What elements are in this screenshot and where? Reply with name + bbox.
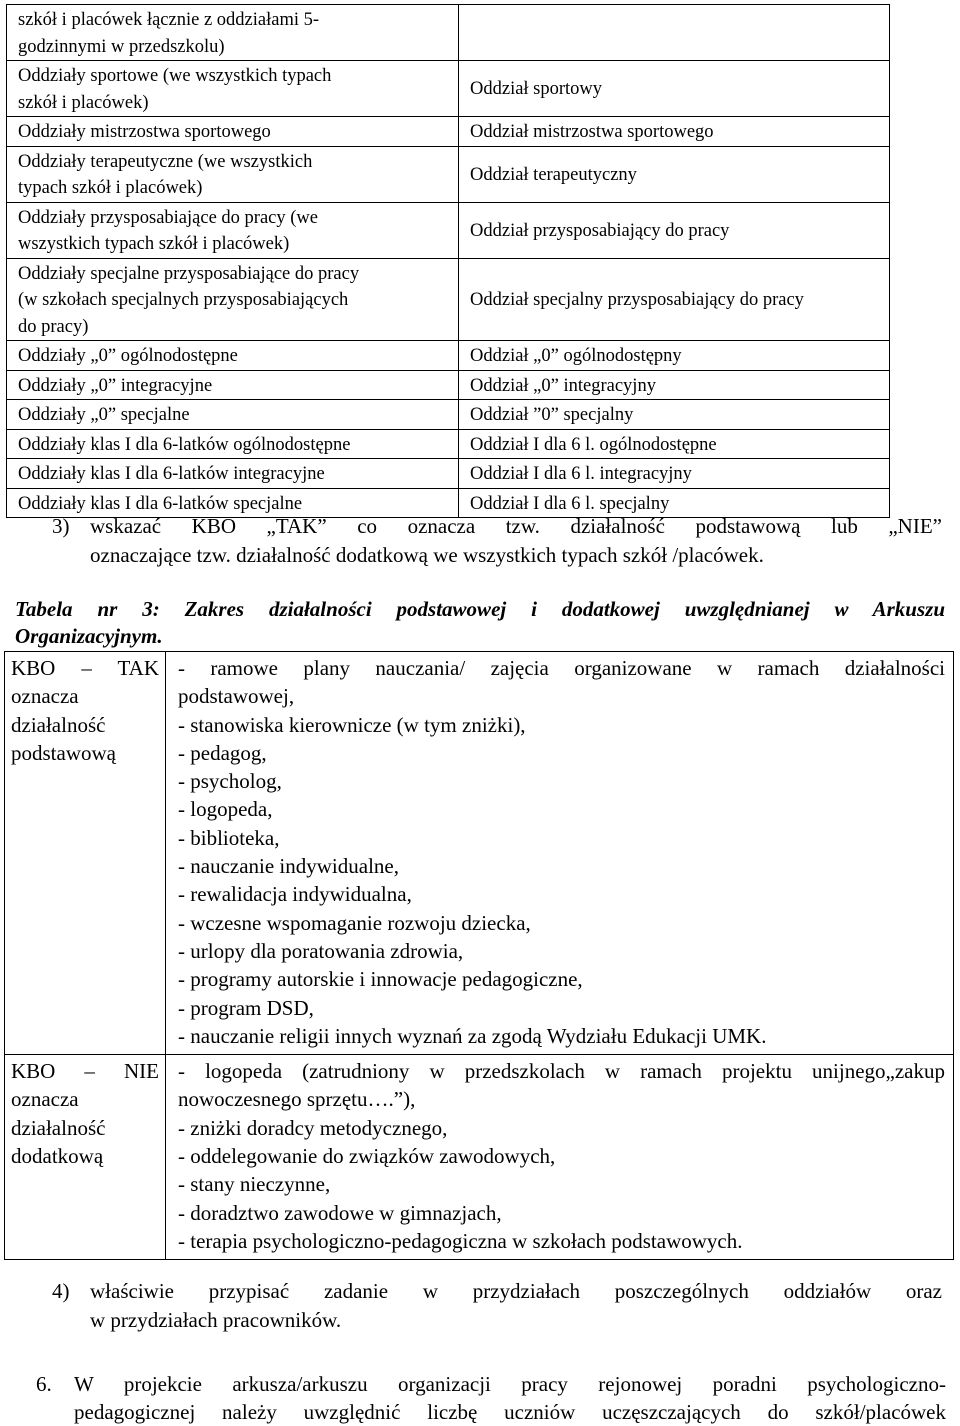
instruction-4-line-2: w przydziałach pracowników. [90,1308,342,1332]
kbo-flag-text: działalność [11,1115,106,1140]
table-3-caption-line-1: Tabela nr 3: Zakres działalności podstawowej i dodatkowej uwzględnianej w Arkuszu [15,597,945,621]
activity-item: - nauczanie religii innych wyznań za zgodą Wydziału Edukacji UMK. [178,1023,767,1048]
class-name-cell [459,146,890,202]
instruction-4-number: 4) [52,1279,70,1303]
table-row [5,652,954,1055]
activity-list-cell [166,1055,954,1260]
class-type-text: Oddziały specjalne przysposabiające do pracy [18,263,360,284]
kbo-flag-text: działalność [11,712,106,737]
activity-item: - oddelegowanie do związków zawodowych, [178,1144,556,1169]
class-type-text: Oddziały sportowe (we wszystkich typach [18,66,332,86]
class-name-text: Oddział sportowy [470,79,603,100]
activity-list-cell [166,652,954,1055]
class-type-cell [7,117,459,147]
table-row [5,1055,954,1260]
activity-item: - programy autorskie i innowacje pedagogiczne, [178,967,583,992]
kbo-flag-text: oznacza [11,1087,79,1112]
class-type-text: Oddziały klas I dla 6-latków ogólnodostępne [18,434,351,455]
class-name-text: Oddział przysposabiający do pracy [470,220,730,241]
class-type-text: Oddziały mistrzostwa sportowego [18,122,271,142]
table-row [7,429,890,459]
class-type-text: (w szkołach specjalnych przysposabiających [18,290,349,310]
class-name-text: Oddział specjalny przysposabiający do pracy [470,290,804,310]
kbo-flag-cell [5,652,166,1055]
class-name-cell [459,61,890,117]
class-type-text: do pracy) [18,316,89,337]
activity-item: - doradztwo zawodowe w gimnazjach, [178,1200,502,1225]
class-types-table [6,4,890,518]
instruction-3-line-2: oznaczające tzw. działalność dodatkową we wszystkich typach szkół /placówek. [90,543,764,567]
table-row [7,459,890,489]
class-type-text: Oddziały „0” specjalne [18,405,190,425]
instruction-6-number: 6. [36,1372,52,1396]
class-type-text: szkół i placówek) [18,92,149,113]
class-type-cell [7,341,459,371]
class-name-text: Oddział „0” integracyjny [470,375,656,396]
class-name-cell [459,400,890,430]
activity-item: nowoczesnego sprzętu….”), [178,1087,416,1112]
activity-item: - nauczanie indywidualne, [178,854,399,879]
table-row [7,146,890,202]
table-row [7,400,890,430]
activity-item: - terapia psychologiczno-pedagogiczna w szkołach podstawowych. [178,1228,743,1253]
class-name-text: Oddział I dla 6 l. ogólnodostępne [470,434,717,455]
class-name-text: Oddział I dla 6 l. integracyjny [470,464,692,484]
kbo-flag-text: oznacza [11,684,79,709]
activity-item: - stany nieczynne, [178,1172,331,1197]
activity-item: podstawowej, [178,684,295,709]
class-name-text: Oddział ”0” specjalny [470,405,634,425]
class-name-cell [459,341,890,371]
instruction-6-line-2: pedagogicznej należy uwzględnić liczbę uczniów uczęszczających do szkół/placówek [74,1400,946,1424]
class-name-cell [459,117,890,147]
activity-item: - logopeda, [178,797,273,822]
activity-scope-table [4,651,954,1260]
class-name-text: Oddział terapeutyczny [470,164,637,185]
class-type-cell [7,400,459,430]
class-type-text: Oddziały terapeutyczne (we wszystkich [18,151,313,172]
class-name-text: Oddział „0” ogólnodostępny [470,346,682,366]
class-name-cell [459,202,890,258]
class-type-cell [7,5,459,61]
instruction-6 [36,1370,946,1426]
activity-item: - urlopy dla poratowania zdrowia, [178,938,464,963]
instruction-3-line-1: wskazać KBO „TAK” co oznacza tzw. działalność podstawową lub „NIE” [90,514,942,538]
class-type-text: Oddziały klas I dla 6-latków specjalne [18,493,303,514]
table-3-caption-line-2: Organizacyjnym. [15,624,163,648]
instruction-3 [52,512,942,570]
class-type-text: godzinnymi w przedszkolu) [18,36,225,57]
class-name-cell [459,459,890,489]
table-row [7,370,890,400]
kbo-flag-text: KBO – NIE [11,1059,159,1084]
table-row [7,341,890,371]
class-type-cell [7,202,459,258]
activity-item: - stanowiska kierownicze (w tym zniżki), [178,712,526,737]
class-type-cell [7,459,459,489]
instruction-4-line-1: właściwie przypisać zadanie w przydziałach poszczególnych oddziałów oraz [90,1279,942,1303]
table-row [7,202,890,258]
activity-item: - program DSD, [178,995,314,1020]
class-type-text: Oddziały „0” ogólnodostępne [18,346,238,366]
class-type-cell [7,146,459,202]
activity-item: - biblioteka, [178,825,280,850]
class-name-cell [459,5,890,61]
activity-item: - ramowe plany nauczania/ zajęcia organizowane w ramach działalności [178,656,945,680]
kbo-flag-text: KBO – TAK [11,656,159,680]
class-name-cell [459,370,890,400]
activity-item: - rewalidacja indywidualna, [178,882,412,907]
activity-item: - logopeda (zatrudniony w przedszkolach w ramach projektu unijnego„zakup [178,1059,945,1084]
kbo-flag-text: podstawową [11,740,116,765]
activity-item: - wczesne wspomaganie rozwoju dziecka, [178,910,531,935]
table-row [7,117,890,147]
activity-item: - zniżki doradcy metodycznego, [178,1115,448,1140]
table-row [7,61,890,117]
instruction-4 [52,1277,942,1335]
class-name-text: Oddział mistrzostwa sportowego [470,122,714,142]
class-type-cell [7,429,459,459]
class-name-cell [459,429,890,459]
instruction-6-line-1: W projekcie arkusza/arkuszu organizacji pracy rejonowej poradni psychologiczno- [74,1372,946,1396]
activity-item: - pedagog, [178,740,267,765]
class-name-text: Oddział I dla 6 l. specjalny [470,493,670,514]
class-type-text: Oddziały przysposabiające do pracy (we [18,207,318,228]
instruction-3-number: 3) [52,514,70,538]
class-type-text: Oddziały „0” integracyjne [18,375,213,396]
kbo-flag-text: dodatkową [11,1144,104,1169]
table-row [7,5,890,61]
class-type-text: typach szkół i placówek) [18,178,203,198]
kbo-flag-cell [5,1055,166,1260]
table-row [7,258,890,341]
class-type-text: szkół i placówek łącznie z oddziałami 5- [18,10,320,30]
class-name-cell [459,258,890,341]
activity-item: - psycholog, [178,769,282,794]
class-type-cell [7,258,459,341]
class-type-text: wszystkich typach szkół i placówek) [18,234,290,254]
class-type-text: Oddziały klas I dla 6-latków integracyjne [18,464,325,484]
table-3-caption [15,596,945,650]
class-type-cell [7,370,459,400]
class-type-cell [7,61,459,117]
